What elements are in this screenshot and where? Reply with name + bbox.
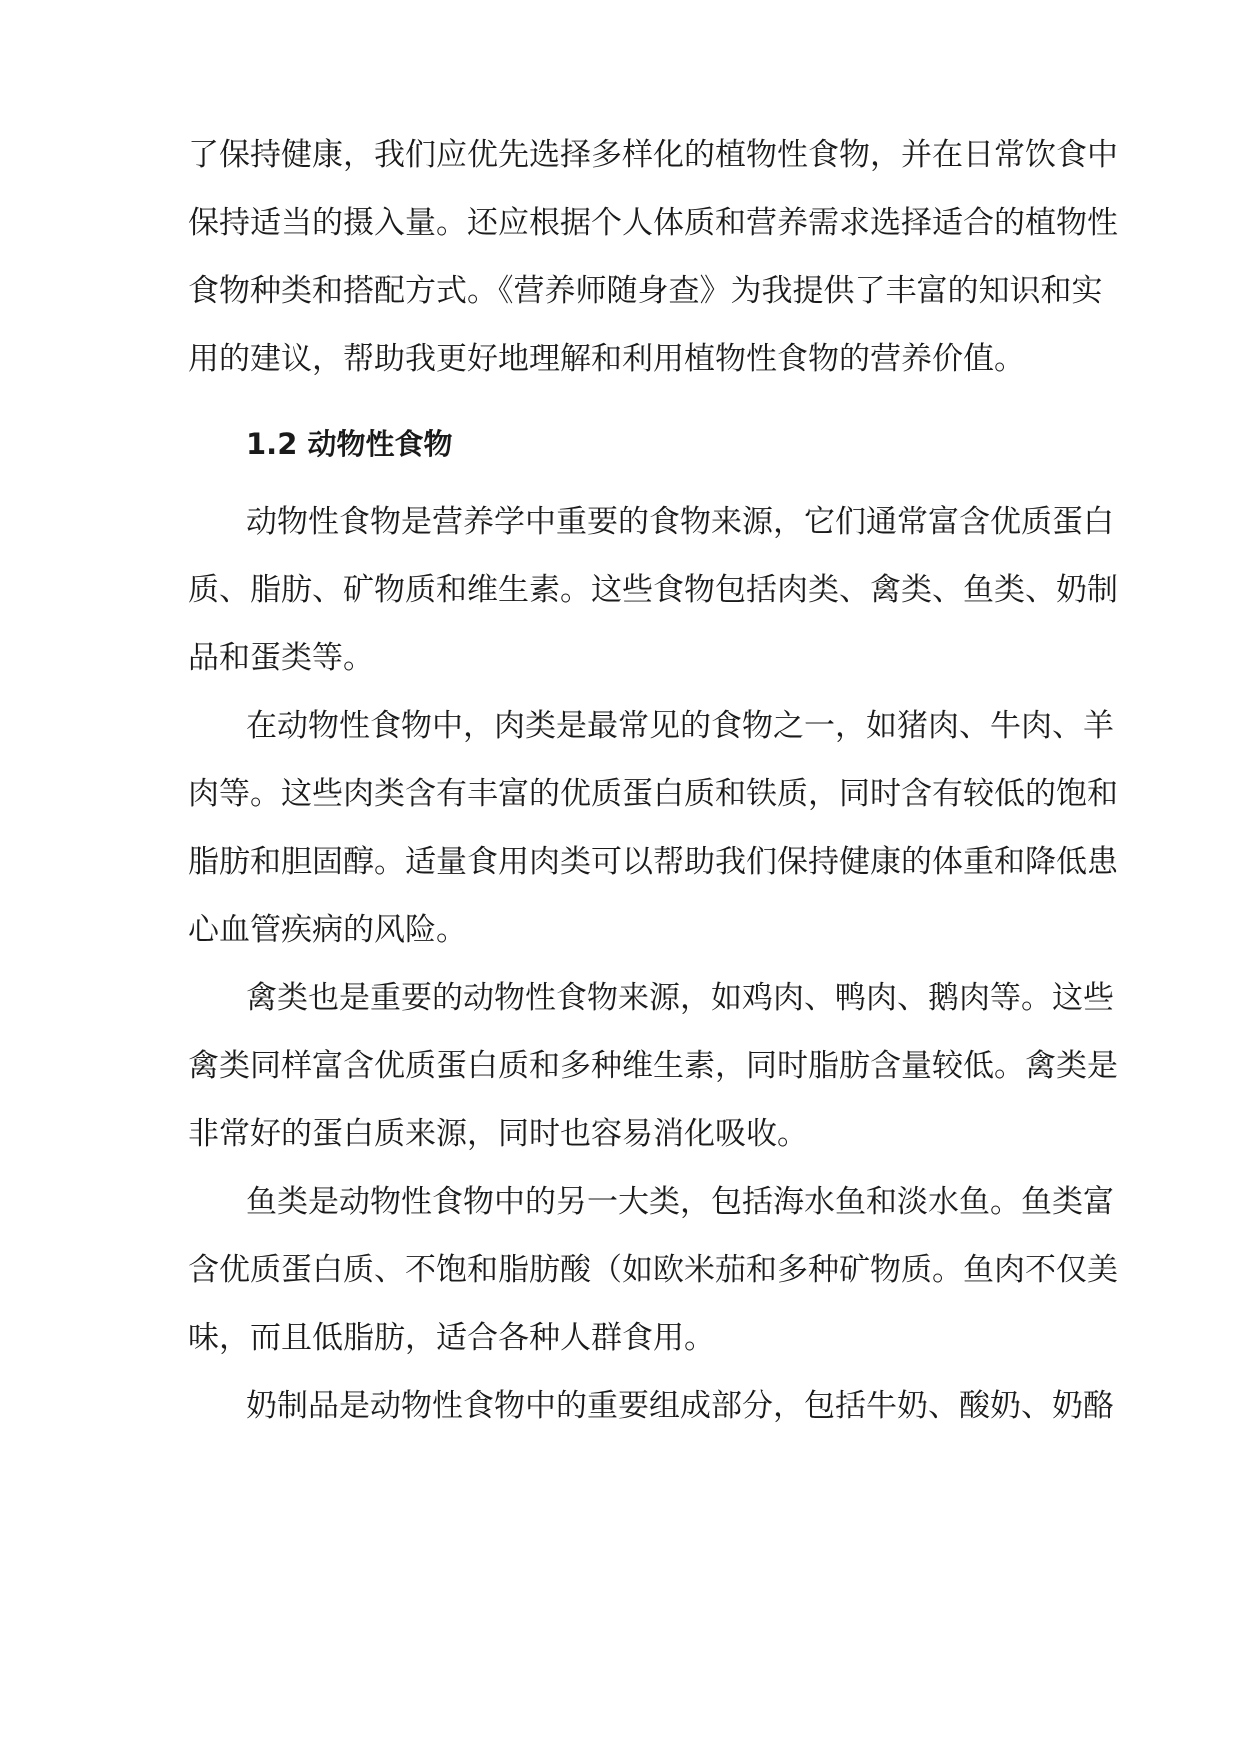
paragraph-line: 在动物性食物中，肉类是最常见的食物之一，如猪肉、牛肉、羊 bbox=[246, 708, 1114, 744]
paragraph-line: 了保持健康，我们应优先选择多样化的植物性食物，并在日常饮食中 bbox=[188, 137, 1118, 173]
paragraph-line: 保持适当的摄入量。还应根据个人体质和营养需求选择适合的植物性 bbox=[188, 205, 1118, 241]
paragraph-line: 鱼类是动物性食物中的另一大类，包括海水鱼和淡水鱼。鱼类富 bbox=[246, 1184, 1114, 1220]
paragraph-line: 质、脂肪、矿物质和维生素。这些食物包括肉类、禽类、鱼类、奶制 bbox=[188, 572, 1118, 608]
paragraph-line: 奶制品是动物性食物中的重要组成部分，包括牛奶、酸奶、奶酪 bbox=[246, 1388, 1114, 1424]
paragraph-line: 禽类也是重要的动物性食物来源，如鸡肉、鸭肉、鹅肉等。这些 bbox=[246, 980, 1114, 1016]
paragraph-line: 含优质蛋白质、不饱和脂肪酸（如欧米茄和多种矿物质。鱼肉不仅美 bbox=[188, 1252, 1118, 1288]
paragraph-line: 禽类同样富含优质蛋白质和多种维生素，同时脂肪含量较低。禽类是 bbox=[188, 1048, 1118, 1084]
paragraph-line: 心血管疾病的风险。 bbox=[188, 912, 467, 948]
paragraph-line: 品和蛋类等。 bbox=[188, 640, 374, 676]
paragraph-line: 味，而且低脂肪，适合各种人群食用。 bbox=[188, 1320, 715, 1356]
paragraph-line: 动物性食物是营养学中重要的食物来源，它们通常富含优质蛋白 bbox=[246, 504, 1114, 540]
paragraph-line: 食物种类和搭配方式。《营养师随身查》为我提供了丰富的知识和实 bbox=[188, 273, 1103, 309]
paragraph-line: 脂肪和胆固醇。适量食用肉类可以帮助我们保持健康的体重和降低患 bbox=[188, 844, 1118, 880]
paragraph-line: 非常好的蛋白质来源，同时也容易消化吸收。 bbox=[188, 1116, 808, 1152]
paragraph-line: 肉等。这些肉类含有丰富的优质蛋白质和铁质，同时含有较低的饱和 bbox=[188, 776, 1118, 812]
section-heading: 1.2 动物性食物 bbox=[246, 427, 453, 461]
paragraph-line: 用的建议，帮助我更好地理解和利用植物性食物的营养价值。 bbox=[188, 341, 1025, 377]
